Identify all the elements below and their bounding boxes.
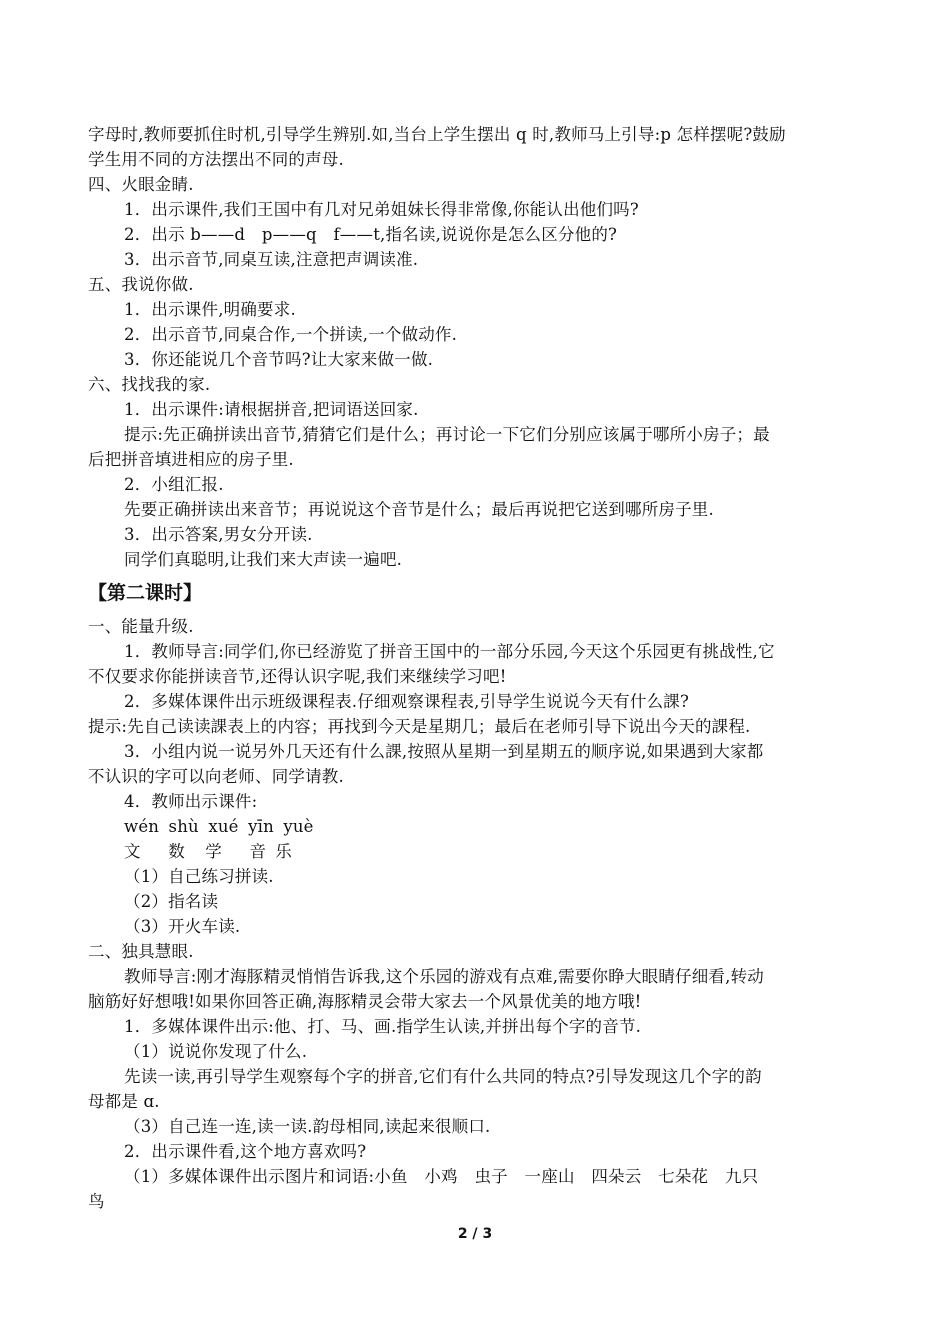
paragraph-line: 鸟 [88,1192,105,1211]
list-item: 1．多媒体课件出示:他、打、马、画.指学生认读,并拼出每个字的音节. [124,1017,642,1036]
list-item: 3．小组内说一说另外几天还有什么課,按照从星期一到星期五的顺序说,如果遇到大家都 [124,742,764,761]
list-item: 2．出示课件看,这个地方喜欢吗? [124,1142,367,1161]
lesson-heading: 【第二课时】 [88,582,203,604]
paragraph-line: 母都是 ɑ. [88,1092,160,1111]
list-item: 4．教师出示课件: [124,792,258,811]
paragraph-line: 先读一读,再引导学生观察每个字的拼音,它们有什么共同的特点?引导发现这几个字的韵 [124,1067,762,1086]
paragraph-line: 学生用不同的方法摆出不同的声母. [88,150,344,169]
page-number [0,1226,950,1242]
list-item: 3．你还能说几个音节吗?让大家来做一做. [124,350,434,369]
paragraph-line: 不认识的字可以向老师、同学请教. [88,767,344,786]
list-item: 3．出示音节,同桌互读,注意把声调读准. [124,250,419,269]
paragraph-line: 字母时,教师要抓住时机,引导学生辨别.如,当台上学生摆出 q 时,教师马上引导:p 怎样摆呢?鼓励 [88,125,786,144]
hanzi-line: 文 数 学 音 乐 [124,842,294,861]
paragraph-line: 教师导言:刚才海豚精灵悄悄告诉我,这个乐园的游戏有点难,需要你睁大眼睛仔细看,转动 [124,967,764,986]
paragraph-line: 后把拼音填进相应的房子里. [88,450,294,469]
list-item: 3．出示答案,男女分开读. [124,525,313,544]
paragraph-line: 同学们真聪明,让我们来大声读一遍吧. [124,550,403,569]
sub-item: （3）开火车读. [124,917,241,936]
list-item: 1．出示课件,我们王国中有几对兄弟姐妹长得非常像,你能认出他们吗? [124,200,639,219]
section-title: 四、火眼金睛. [88,175,194,194]
section-title: 二、独具慧眼. [88,942,194,961]
page-total: 3 [482,1226,493,1242]
paragraph-line: 不仅要求你能拼读音节,还得认识字呢,我们来继续学习吧! [88,667,507,686]
section-title: 一、能量升级. [88,617,194,636]
list-item: 2．多媒体课件出示班级课程表.仔细观察课程表,引导学生说说今天有什么課? [124,692,690,711]
sub-item: （1）多媒体课件出示图片和词语:小鱼 小鸡 虫子 一座山 四朵云 七朵花 九只 [124,1167,759,1186]
section-title: 六、找找我的家. [88,375,211,394]
list-item: 1．教师导言:同学们,你已经游览了拼音王国中的一部分乐园,今天这个乐园更有挑战性,它 [124,642,775,661]
hint-paragraph: 提示:先自己读读課表上的内容；再找到今天是星期几；最后在老师引导下说出今天的課程. [88,717,751,736]
pinyin-line: wén shù xué yīn yuè [124,817,314,836]
section-title: 五、我说你做. [88,275,194,294]
list-item: 2．小组汇报. [124,475,224,494]
page-content [88,122,864,1214]
list-item: 2．出示音节,同桌合作,一个拼读,一个做动作. [124,325,458,344]
sub-item: （2）指名读 [124,892,219,911]
page-current: 2 [457,1226,468,1242]
list-item: 1．出示课件:请根据拼音,把词语送回家. [124,400,419,419]
hint-paragraph: 提示:先正确拼读出音节,猜猜它们是什么；再讨论一下它们分别应该属于哪所小房子；最 [124,425,770,444]
page-separator: / [467,1226,483,1242]
sub-item: （3）自己连一连,读一读.韵母相同,读起来很顺口. [124,1117,491,1136]
list-item: 1．出示课件,明确要求. [124,300,296,319]
list-item: 2．出示 b——d p——q f——t,指名读,说说你是怎么区分他的? [124,225,618,244]
paragraph-line: 先要正确拼读出来音节；再说说这个音节是什么；最后再说把它送到哪所房子里. [124,500,714,519]
sub-item: （1）自己练习拼读. [124,867,274,886]
paragraph-line: 脑筋好好想哦!如果你回答正确,海豚精灵会带大家去一个风景优美的地方哦! [88,992,642,1011]
sub-item: （1）说说你发现了什么. [124,1042,308,1061]
